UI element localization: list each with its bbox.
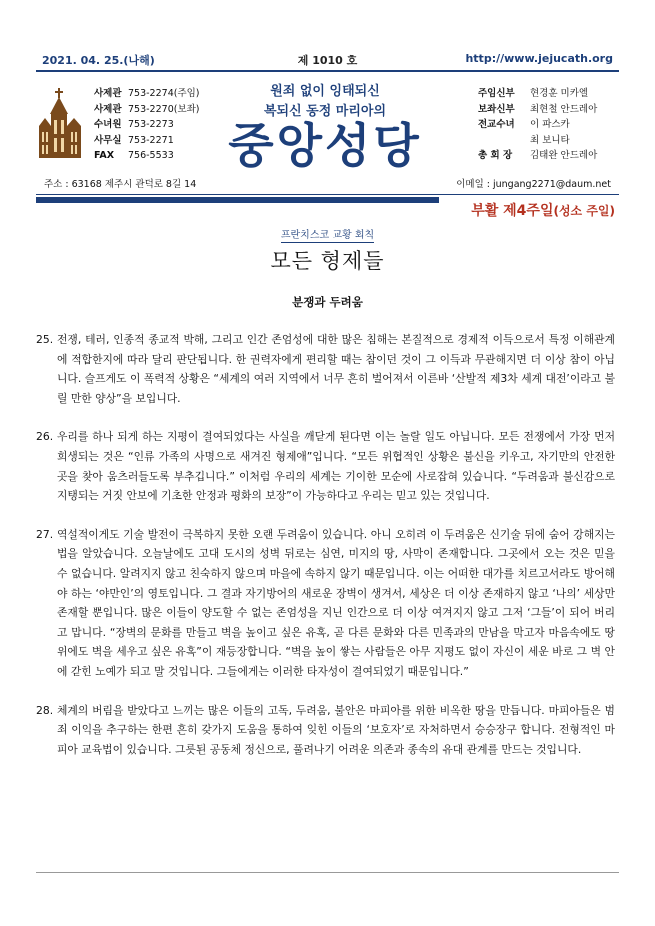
paragraph-number: 26. [36, 430, 54, 444]
section-heading: 분쟁과 두려움 [292, 295, 363, 309]
parish-name: 중앙성당 [228, 119, 422, 174]
contact-list [94, 86, 200, 164]
contact-value: 753-2270(보좌) [128, 103, 200, 115]
contact-value: 753-2273 [128, 119, 174, 130]
address: 주소 : 63168 제주시 관덕로 8길 14 [44, 179, 197, 190]
paragraph-text: 체계의 버림을 받았다고 느끼는 많은 이들의 고독, 두려움, 불안은 마피아를 위한 비옥한 땅을 만듭니다. 마피아들은 범죄 이익을 추구하는 한편 흔히 갖가지 도움을 통하여 잊힌 이들의 ‘보호자’로 자처하면서 승승장구 합니다. 전형적인 마피아 교육법이 있습니다. 그릇된 공동체 정신으로, 풀려나기 어려운 의존과 종속의 유대 관계를 만드는 것입니다. [57, 703, 615, 756]
website-link[interactable]: http://www.jejucath.org [465, 52, 613, 65]
masthead [200, 80, 450, 173]
footer-rule [36, 872, 619, 873]
contact-label: 사제관 [94, 88, 122, 99]
masthead-subtitle-1: 원죄 없이 잉태되신 [270, 84, 380, 99]
paragraph-text: 우리를 하나 되게 하는 지평이 결여되었다는 사실을 깨닫게 된다면 이는 놀랄 일도 아닙니다. 모든 전쟁에서 가장 먼저 희생되는 것은 “인류 가족의 사명으로 새겨진 형제애”입니다. “모든 위협적인 상황은 불신을 키우고, 자기만의 안전한 곳을 찾아 움츠러들도록 부추깁니다.” 이처럼 우리의 세계는 기이한 모순에 사로잡혀 있습니다. “두려움과 불신감으로 지탱되는 거짓 안보에 기초한 안정과 평화의 보장”이 가능하다고 우리는 믿고 있는 것입니다. [57, 430, 615, 503]
paragraph [36, 525, 615, 682]
staff-role: 총 회 장 [478, 150, 513, 161]
paragraph-number: 28. [36, 703, 54, 717]
paragraph-text: 전쟁, 테러, 인종적 종교적 박해, 그리고 인간 존엄성에 대한 많은 침해는 본질적으로 경제적 이득으로서 특정 이해관계에 적합한지에 따라 달리 판단됩니다. 한 권력자에게 편리할 때는 참이던 것이 그 이득과 무관해지면 더 이상 참이 아닙니다. 슬프게도 이 폭력적 상황은 “세계의 여러 지역에서 너무 흔히 벌어져서 이른바 ‘산발적 제3차 세계 대전’이라고 불릴 만한 양상”을 보입니다. [57, 333, 615, 405]
article-source-text: 프란치스코 교황 회칙 [280, 230, 375, 241]
issue-number: 제 1010 호 [297, 54, 358, 67]
paragraph [36, 427, 615, 505]
staff-name: 이 파스카 [530, 119, 570, 130]
paragraph-number: 27. [36, 527, 54, 541]
contact-row [94, 86, 200, 102]
staff-role: 주임신부 [478, 88, 515, 99]
staff-row [478, 86, 597, 102]
masthead-subtitle-2: 복되신 동정 마리아의 [263, 104, 387, 119]
paragraph-text: 역설적이게도 기술 발전이 극복하지 못한 오랜 두려움이 있습니다. 아니 오히려 이 두려움은 신기술 뒤에 숨어 강해지는 법을 알았습니다. 오늘날에도 고대 도시의 성벽 뒤로는 심연, 미지의 땅, 사막이 존재합니다. 그곳에서 오는 것은 믿을 수 없습니다. 알려지지 않고 친숙하지 않으며 마을에 속하지 않기 때문입니다. 이는 어떠한 대가를 치르고서라도 방어해야 하는 ‘야만인’의 영토입니다. 그 결과 자기방어의 새로운 장벽이 생겨서, 세상은 더 이상 존재하지 않고 ‘나의’ 세상만 존재할 뿐입니다. 많은 이들이 양도할 수 없는 존엄성을 지닌 인간으로 더 이상 여겨지지 않고 그저 ‘그들’이 되어 버리고 맙니다. “장벽의 문화를 만들고 벽을 높이고 싶은 유혹, 곧 다른 문화와 다른 민족과의 만남을 막고자 마음속에도 땅 위에도 벽을 세우고 싶은 유혹”이 재등장합니다. “벽을 높이 쌓는 사람들은 아무 지평도 없이 자신이 세운 바로 그 벽 안에 갇힌 노예가 되고 말 것입니다. 그들에게는 이러한 타자성이 결여되었기 때문입니다.” [57, 527, 615, 678]
staff-role: 전교수녀 [478, 119, 515, 130]
article-source [0, 226, 655, 241]
contact-label: FAX [94, 150, 115, 161]
contact-label: 사제관 [94, 103, 122, 115]
staff-name: 최현철 안드레아 [530, 103, 598, 115]
paragraph [36, 701, 615, 760]
header-bar [36, 52, 619, 66]
contact-value: 756-5533 [128, 150, 174, 161]
contact-row [94, 133, 200, 149]
staff-name: 김태완 안드레아 [530, 150, 598, 161]
church-icon [38, 88, 82, 158]
staff-row [478, 133, 597, 149]
email[interactable]: 이메일 : jungang2271@daum.net [456, 179, 611, 190]
issue-date: 2021. 04. 25.(나해) [42, 54, 155, 67]
contact-value: 753-2271 [128, 134, 174, 146]
staff-row [478, 117, 597, 133]
staff-name: 최 보니타 [530, 134, 570, 146]
article-body [36, 330, 615, 778]
contact-row [94, 148, 200, 164]
header-rule [36, 70, 619, 72]
staff-row [478, 148, 597, 164]
contact-label: 사무실 [94, 134, 122, 146]
staff-name: 현경훈 미카엘 [530, 88, 589, 99]
staff-row [478, 102, 597, 118]
season-main: 부활 제4주일 [471, 203, 554, 219]
contact-label: 수녀원 [94, 119, 122, 130]
paragraph [36, 330, 615, 408]
staff-role: 보좌신부 [478, 103, 515, 115]
liturgical-season [471, 200, 615, 220]
contact-value: 753-2274(주임) [128, 88, 200, 99]
season-note: (성소 주일) [553, 204, 615, 218]
staff-list [478, 86, 597, 164]
paragraph-number: 25. [36, 333, 54, 346]
article-title: 모든 형제들 [270, 249, 385, 273]
contact-row [94, 117, 200, 133]
contact-row [94, 102, 200, 118]
divider-bar [36, 197, 439, 203]
masthead-divider [36, 194, 619, 195]
